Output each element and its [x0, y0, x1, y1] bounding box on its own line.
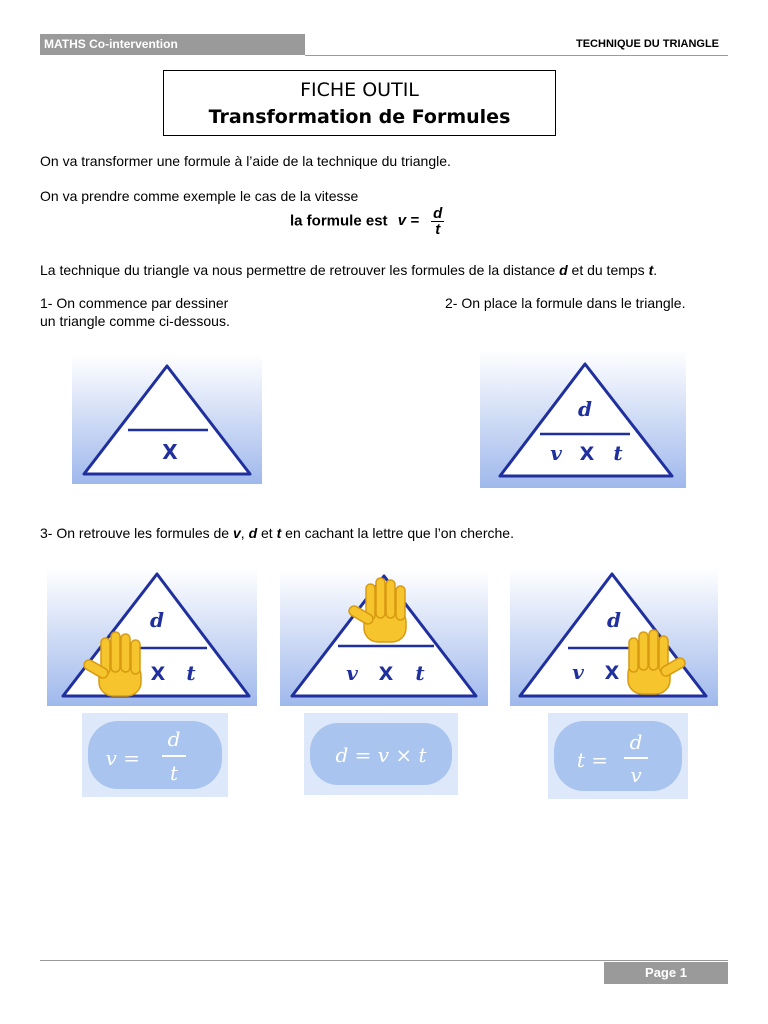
formula-v-num: d	[167, 727, 181, 751]
step-3-text-b: en cachant la lettre que l’on cherche.	[281, 525, 514, 541]
label-t: t	[613, 441, 623, 465]
intro-paragraph-2: On va prendre comme exemple le cas de la vitesse	[40, 188, 359, 204]
formula-d-text: d = v × t	[335, 743, 427, 767]
formula-card-t	[548, 713, 688, 804]
label-v: v	[550, 441, 562, 465]
step-1	[40, 294, 230, 330]
formula-statement	[290, 206, 444, 237]
header-subject: MATHS Co-intervention	[40, 34, 305, 55]
formula-lhs: v =	[397, 212, 419, 230]
triangle-filled-panel	[480, 350, 686, 488]
step-3-var-d: d	[248, 525, 258, 541]
formula-fraction	[431, 206, 444, 237]
times-sign: X	[604, 662, 620, 684]
times-sign: X	[150, 663, 166, 685]
formula-v-den: t	[169, 761, 179, 785]
label-d: d	[150, 608, 164, 632]
formula-denominator: t	[435, 221, 441, 238]
intro-paragraph-1: On va transformer une formule à l’aide de la technique du triangle.	[40, 153, 451, 169]
times-sign: X	[378, 663, 394, 685]
p3-var-t: t	[648, 262, 654, 278]
p3-text-a: La technique du triangle va nous permettre de retrouver les formules de la distance	[40, 262, 560, 278]
p3-var-d: d	[559, 262, 568, 278]
triangle-hide-d	[280, 570, 488, 706]
label-t: t	[186, 661, 196, 685]
formula-card-d	[304, 713, 458, 800]
formula-label: la formule est	[290, 212, 388, 230]
times-sign: X	[162, 440, 178, 464]
formula-t-den: v	[630, 763, 642, 787]
step-3	[40, 524, 514, 542]
footer-divider	[40, 960, 728, 961]
title-line-2: Transformation de Formules	[208, 106, 511, 128]
times-sign: X	[579, 443, 595, 465]
formula-t-lhs: t =	[576, 748, 608, 772]
triangle-hide-t	[510, 568, 718, 706]
header-divider	[305, 55, 728, 56]
step-3-var-v: v	[232, 525, 241, 541]
title-box	[163, 70, 556, 136]
title-line-1: FICHE OUTIL	[300, 79, 419, 101]
formula-numerator: d	[433, 205, 443, 222]
label-t: t	[415, 661, 425, 685]
formula-v-lhs: v =	[105, 746, 140, 770]
label-v: v	[346, 661, 358, 685]
label-d: d	[607, 608, 621, 632]
step-3-var-t: t	[276, 525, 282, 541]
intro-paragraph-3	[40, 261, 657, 279]
page-number: Page 1	[604, 962, 728, 984]
step-1-line-2: un triangle comme ci-dessous.	[40, 313, 230, 329]
step-1-line-1: 1- On commence par dessiner	[40, 295, 229, 311]
label-v: v	[572, 660, 584, 684]
triangle-empty-panel	[72, 354, 262, 484]
p3-text-b: et du temps	[567, 262, 649, 278]
triangle-hide-v	[47, 568, 257, 706]
step-3-sep-2: et	[257, 525, 277, 541]
label-d: d	[578, 397, 592, 421]
formula-t-num: d	[629, 730, 643, 754]
header-topic: TECHNIQUE DU TRIANGLE	[576, 38, 719, 50]
step-2: 2- On place la formule dans le triangle.	[445, 295, 686, 311]
step-3-text-a: 3- On retrouve les formules de	[40, 525, 233, 541]
formula-card-v	[82, 713, 228, 802]
step-3-sep-1: ,	[240, 525, 249, 541]
p3-text-c: .	[653, 262, 658, 278]
